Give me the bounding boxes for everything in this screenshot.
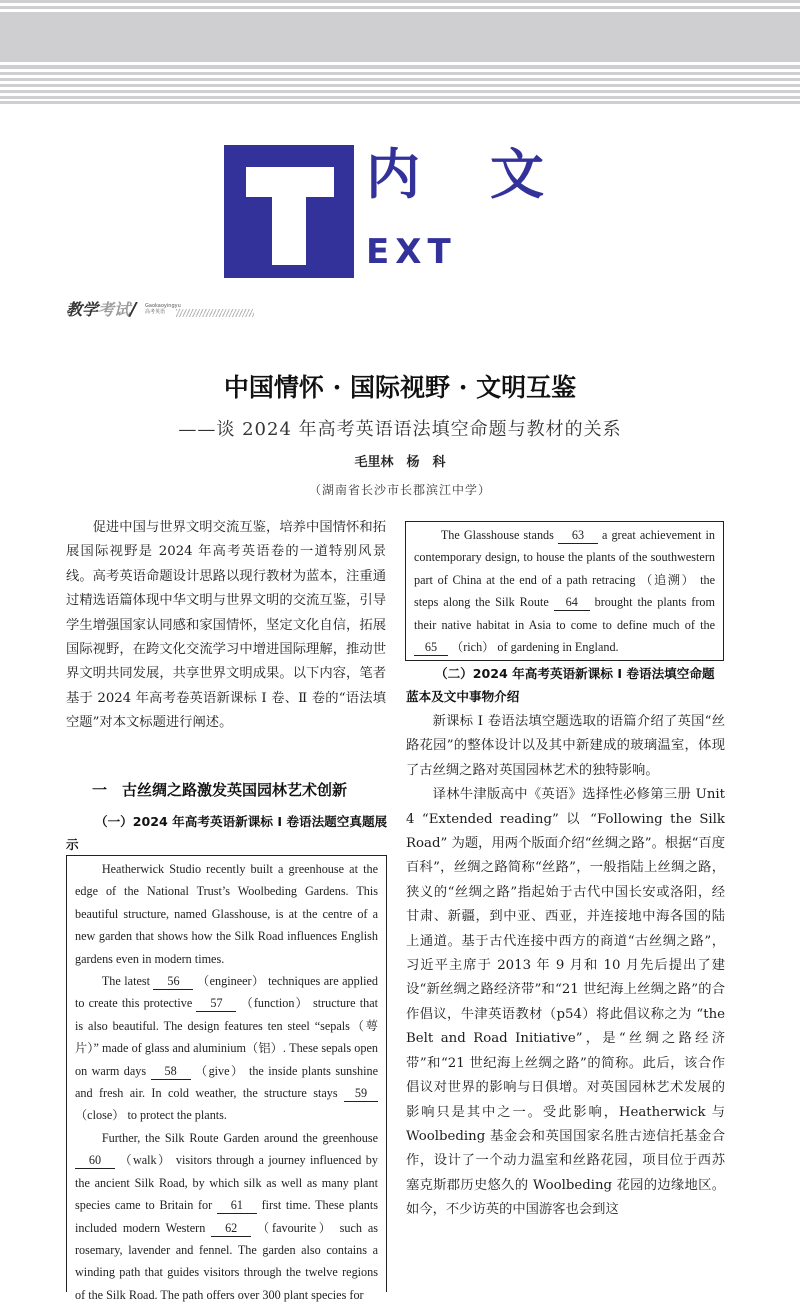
passage-paragraph-3: Further, the Silk Route Garden around the greenhouse 60 （walk） visitors through a journey influenced by the ancient Silk Road, by which silk as well as many plant species came to Britain for 61 first time. These plants included modern Western 62 （favourite） such as rosemary, lavender and fennel. The garden also contains a winding path that guides visitors through the twelve regions of the Silk Road. The path offers over 300 plant species for bbox=[75, 1130, 379, 1302]
blank-56: 56 bbox=[153, 973, 193, 990]
analysis-column bbox=[406, 662, 725, 1223]
logo-chinese-title: 内文 bbox=[366, 143, 614, 206]
analysis-paragraph-1: 新课标 Ⅰ 卷语法填空题选取的语篇介绍了英国“丝路花园”的整体设计以及其中新建成的玻璃温室，体现了古丝绸之路对英国园林艺术的独特影响。 bbox=[406, 714, 725, 778]
section-heading-1-1: （一）2024 年高考英语新课标 Ⅰ 卷语法题空真题展示 bbox=[66, 814, 388, 852]
intro-column bbox=[66, 516, 386, 736]
analysis-paragraph-2: 译林牛津版高中《英语》选择性必修第三册 Unit 4 “Extended reading” 以 “Following the Silk Road” 为题，用两个版面介绍“丝绸之路”。根据“百度百科”，丝绸之路简称“丝路”，一般指陆上丝绸之路，狭义的“丝绸之路”指起始于古代中国长安或洛阳，经甘肃、新疆，到中亚、西亚，并连接地中海各国的陆上通道。基于古代连接中西方的商道“古丝绸之路”，习近平主席于 2013 年 9 月和 10 月先后提出了建设“新丝绸之路经济带”和“21 世纪海上丝绸之路”的合作倡议，牛津英语教材（p54）将此倡议称之为 “the Belt and Road Initiative”，是“丝绸之路经济带”和“21 世纪海上丝绸之路”的简称。此后，该合作倡议对世界的影响与日俱增。对英国园林艺术发展的影响只是其中之一。受此影响，Heatherwick 与 Woolbeding 基金会和英国国家名胜古迹信托基金合作，设计了一个动力温室和丝路花园，项目位于西苏塞克斯郡历史悠久的 Woolbeding 花园的边缘地区。如今，不少访英的中国游客也会到这 bbox=[406, 787, 725, 1218]
logo-english-title: EXT bbox=[366, 232, 457, 272]
blank-61: 61 bbox=[217, 1197, 257, 1214]
brand-accent: 考试 bbox=[98, 300, 131, 319]
blank-64: 64 bbox=[554, 594, 590, 611]
blank-62: 62 bbox=[211, 1220, 251, 1237]
section-heading-1-2: （二）2024 年高考英语新课标 Ⅰ 卷语法填空命题蓝本及文中事物介绍 bbox=[406, 666, 715, 704]
article-affiliation: （湖南省长沙市长郡滨江中学） bbox=[308, 483, 491, 497]
logo-t-glyph bbox=[224, 145, 354, 278]
article-authors: 毛里林 杨 科 bbox=[354, 455, 446, 470]
exam-passage-box bbox=[66, 855, 387, 1302]
header-stripes bbox=[0, 0, 800, 104]
text-logo bbox=[224, 145, 354, 278]
blank-60: 60 bbox=[75, 1152, 115, 1169]
exam-passage-continued-box bbox=[405, 521, 724, 661]
blank-58: 58 bbox=[151, 1063, 191, 1080]
brand-hatch-decoration bbox=[176, 309, 254, 317]
article-subtitle: ——谈 2024 年高考英语语法填空命题与教材的关系 bbox=[178, 419, 622, 440]
journal-brand: 教学考试/ bbox=[66, 299, 137, 320]
brand-main: 教学 bbox=[66, 300, 99, 319]
blank-63: 63 bbox=[558, 527, 598, 544]
intro-paragraph: 促进中国与世界文明交流互鉴，培养中国情怀和拓展国际视野是 2024 年高考英语卷的一道特别风景线。高考英语命题设计思路以现行教材为蓝本，注重通过精选语篇体现中华文明与世界文明的交流互鉴，引导学生增强国家认同感和家国情怀，坚定文化自信，拓展国际视野，在跨文化交流学习中增进国际理解，推动世界文明共同发展，共享世界文明成果。以下内容，笔者基于 2024 年高考卷英语新课标 Ⅰ 卷、Ⅱ 卷的“语法填空题”对本文标题进行阐述。 bbox=[66, 520, 386, 731]
article-title: 中国情怀 · 国际视野 · 文明互鉴 bbox=[223, 373, 577, 402]
passage-paragraph-2: The latest 56 （engineer） techniques are applied to create this protective 57 （function） structure that is also beautiful. The design features ten steel “sepals（萼片）” made of glass and aluminium（铝）. These sepals open on warm days 58 （give） the inside plants sunshine and fresh air. In cold weather, the structure stays 59 （close） to protect the plants. bbox=[75, 974, 378, 1123]
blank-65: 65 bbox=[414, 639, 448, 656]
section-heading-1: 一 古丝绸之路激发英国园林艺术创新 bbox=[92, 781, 348, 799]
blank-59: 59 bbox=[344, 1085, 378, 1102]
brand-subtitle: Gaokaoyingyu 高考英语 bbox=[145, 303, 181, 315]
passage-paragraph-4: The Glasshouse stands 63 a great achievement in contemporary design, to house the plants of the southwestern part of China at the end of a path retracing （追溯） the steps along the Silk Route 64 brought the plants from their native habitat in Asia to come to define much of the 65 （rich） of gardening in England. bbox=[414, 528, 715, 655]
blank-57: 57 bbox=[196, 995, 236, 1012]
passage-paragraph-1: Heatherwick Studio recently built a greenhouse at the edge of the National Trust’s Woolbeding Gardens. This beautiful structure, named Glasshouse, is at the centre of a new garden that shows how the Silk Road influences English gardens even in modern times. bbox=[75, 862, 378, 966]
